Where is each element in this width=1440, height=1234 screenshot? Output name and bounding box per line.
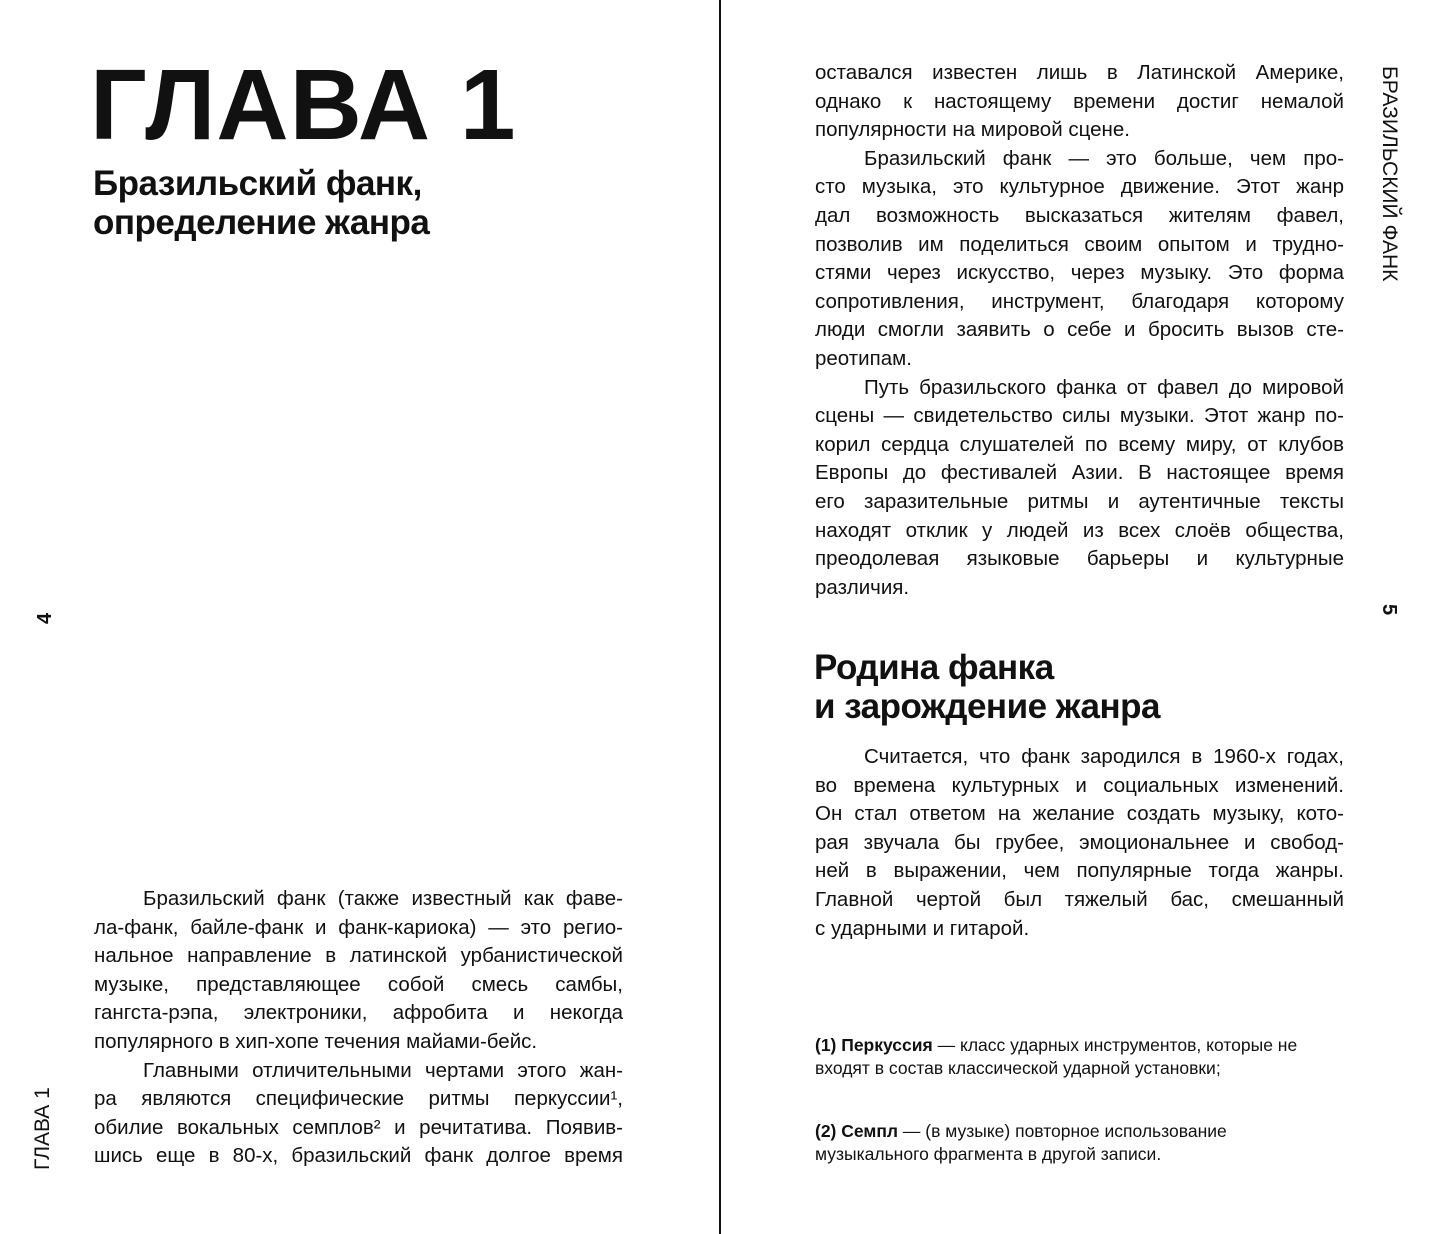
text-line: находят отклик у людей из всех слоёв общества, — [815, 518, 1344, 542]
text-line: ра являются специфические ритмы перкуссии¹, — [94, 1087, 623, 1111]
text-line: нальное направление в латинской урбанистической — [94, 944, 623, 968]
text-line: рая звучала бы грубее, эмоциональнее и свобод- — [815, 830, 1344, 854]
text-line: позволив им поделиться своим опытом и трудно- — [815, 232, 1344, 256]
text-line: популярности на мировой сцене. — [815, 118, 1130, 142]
footnote-term: (1) Перкуссия — [815, 1035, 933, 1055]
text-line: во времена культурных и социальных изменений. — [815, 773, 1344, 797]
page-gutter-divider — [719, 0, 721, 1234]
page-number-right: 5 — [1378, 604, 1400, 616]
text-line: дал возможность высказаться жителям фавел, — [815, 203, 1344, 227]
footnote-text: — (в музыке) повторное использование музыкального фрагмента в другой записи. — [815, 1121, 1227, 1164]
footnote-term: (2) Семпл — [815, 1121, 899, 1141]
text-line: обилие вокальных семплов² и речитатива. Появив- — [94, 1115, 623, 1139]
right-body-text — [815, 59, 1344, 602]
text-line: Бразильский фанк (также известный как фаве- — [143, 887, 623, 910]
running-head-right: БРАЗИЛЬСКИЙ ФАНК — [1378, 66, 1401, 282]
subtitle-line: Бразильский фанк, — [93, 164, 422, 203]
subtitle-line: определение жанра — [93, 203, 430, 242]
text-line: преодолевая языковые барьеры и культурные — [815, 547, 1344, 571]
page-number-left: 4 — [34, 612, 56, 624]
text-line: шись еще в 80-х, бразильский фанк долгое время — [94, 1144, 623, 1168]
chapter-subtitle — [93, 164, 429, 242]
text-line: Путь бразильского фанка от фавел до мировой — [864, 375, 1344, 399]
text-line: Считается, что фанк зародился в 1960-х годах, — [864, 745, 1344, 768]
text-line: ла-фанк, байле-фанк и фанк-кариока) — это регио- — [94, 915, 623, 939]
text-line: оставался известен лишь в Латинской Америке, — [815, 61, 1344, 84]
text-line: музыке, представляющее собой смесь самбы, — [94, 972, 623, 996]
text-line: ней в выражении, чем популярные тогда жанры. — [815, 859, 1344, 883]
text-line: с ударными и гитарой. — [815, 916, 1030, 940]
text-line: Главной чертой был тяжелый бас, смешанный — [815, 887, 1344, 911]
text-line: Главными отличительными чертами этого жан- — [143, 1058, 623, 1082]
section-body-text — [815, 743, 1344, 943]
text-line: однако к настоящему времени достиг немалой — [815, 89, 1344, 113]
text-line: Он стал ответом на желание создать музыку, кото- — [815, 802, 1344, 826]
text-line: Бразильский фанк — это больше, чем про- — [864, 146, 1344, 170]
text-line: популярного в хип-хопе течения майами-бейс. — [94, 1029, 538, 1053]
text-line: стями через искусство, через музыку. Это форма — [815, 261, 1344, 285]
text-line: его заразительные ритмы и аутентичные тексты — [815, 489, 1344, 513]
text-line: реотипам. — [815, 346, 912, 370]
chapter-title: ГЛАВА 1 — [90, 49, 517, 161]
footnote-1 — [815, 1034, 1335, 1079]
text-line: корил сердца слушателей по всему миру, от клубов — [815, 432, 1344, 456]
text-line: сопротивления, инструмент, благодаря которому — [815, 289, 1344, 313]
footnote-text: — класс ударных инструментов, которые не входят в состав классической ударной установки; — [815, 1035, 1298, 1078]
text-line: Европы до фестивалей Азии. В настоящее время — [815, 461, 1344, 485]
text-line: люди смогли заявить о себе и бросить вызов сте- — [815, 318, 1344, 342]
section-heading-line: Родина фанка — [814, 648, 1054, 687]
left-body-text — [94, 885, 623, 1171]
section-heading — [814, 648, 1160, 726]
footnote-2 — [815, 1120, 1335, 1165]
text-line: различия. — [815, 575, 910, 599]
text-line: гангста-рэпа, электроники, афробита и некогда — [94, 1001, 623, 1025]
text-line: сто музыка, это культурное движение. Этот жанр — [815, 175, 1344, 199]
text-line: сцены — свидетельство силы музыки. Этот жанр по- — [815, 404, 1344, 428]
section-heading-line: и зарождение жанра — [814, 687, 1160, 726]
running-head-left: ГЛАВА 1 — [31, 1087, 54, 1170]
